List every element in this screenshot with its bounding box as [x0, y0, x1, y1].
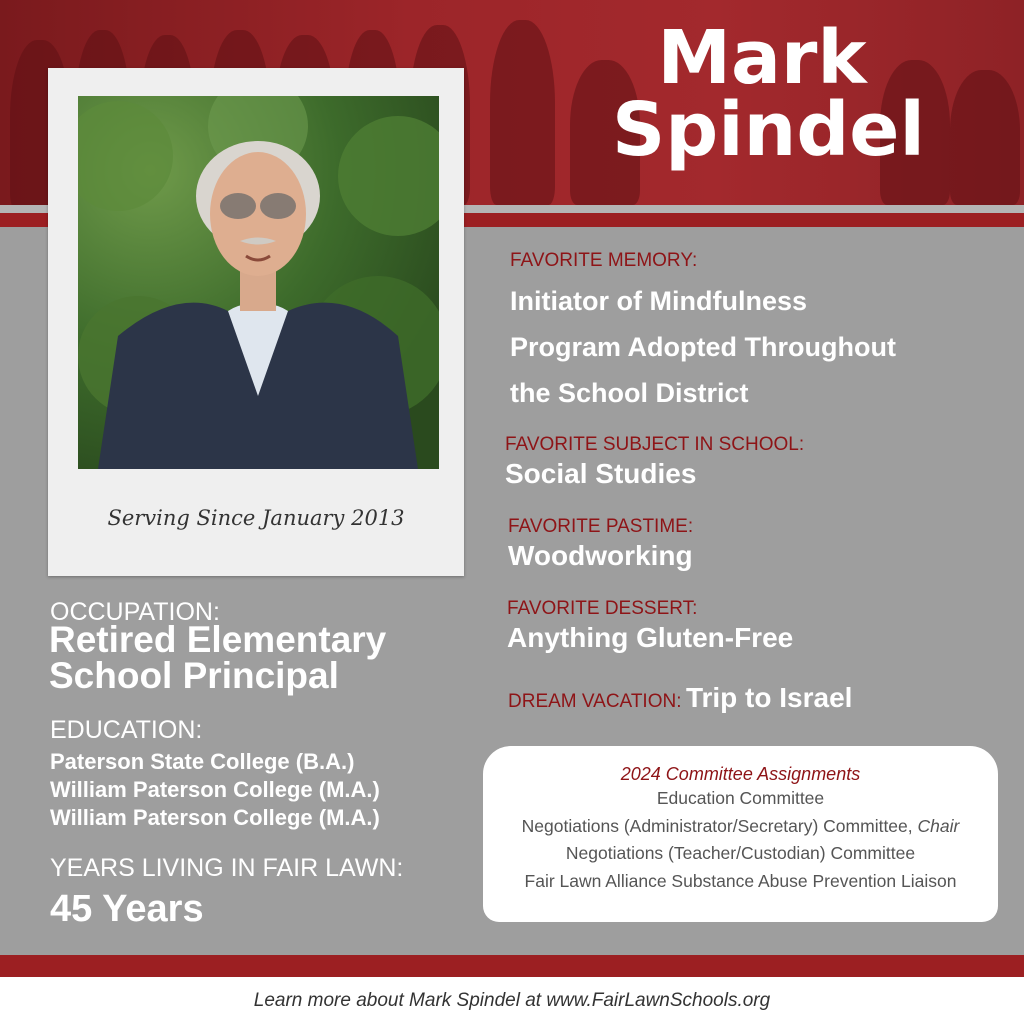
background-figure: [490, 20, 555, 205]
background-figure: [950, 70, 1020, 205]
committee-role: Chair: [917, 815, 960, 836]
dessert-label: FAVORITE DESSERT:: [507, 598, 698, 619]
vacation-value: Trip to Israel: [685, 682, 853, 713]
footer-text: Learn more about Mark Spindel at www.FairLawnSchools.org: [0, 977, 1024, 1024]
memory-line: Initiator of Mindfulness: [510, 286, 807, 316]
occupation-line: Retired Elementary: [49, 619, 387, 660]
divider: [0, 955, 1024, 977]
pastime-value: Woodworking: [508, 540, 693, 571]
portrait-frame: [48, 68, 464, 576]
education-list: [50, 748, 380, 832]
years-value: 45 Years: [50, 888, 204, 930]
occupation-value: [49, 619, 387, 696]
page-title: [612, 15, 925, 173]
memory-label: FAVORITE MEMORY:: [510, 250, 698, 271]
years-label: YEARS LIVING IN FAIR LAWN:: [50, 854, 404, 882]
dessert-value: Anything Gluten-Free: [507, 622, 794, 653]
committee-item: Negotiations (Teacher/Custodian) Committee: [565, 843, 916, 863]
education-item: William Paterson College (M.A.): [50, 777, 380, 802]
memory-line: Program Adopted Throughout: [510, 332, 896, 362]
memory-value: [510, 278, 980, 416]
name-first: Mark: [657, 15, 867, 101]
vacation-row: [508, 682, 852, 714]
occupation-line: School Principal: [49, 655, 339, 696]
pastime-label: FAVORITE PASTIME:: [508, 516, 694, 537]
committee-item: Education Committee: [656, 788, 825, 808]
memory-line: the School District: [510, 378, 749, 408]
portrait-illustration: [78, 96, 439, 469]
photo-caption: Serving Since January 2013: [107, 506, 405, 530]
subject-value: Social Studies: [505, 458, 697, 489]
occupation-label: OCCUPATION:: [50, 598, 220, 626]
committee-title: 2024 Committee Assignments: [620, 764, 861, 784]
subject-label: FAVORITE SUBJECT IN SCHOOL:: [505, 434, 805, 455]
committee-box: [483, 746, 998, 922]
name-last: Spindel: [612, 87, 925, 173]
education-item: Paterson State College (B.A.): [50, 749, 355, 774]
education-item: William Paterson College (M.A.): [50, 805, 380, 830]
committee-item: Fair Lawn Alliance Substance Abuse Prevention Liaison: [524, 870, 957, 891]
committee-item: [483, 813, 998, 841]
portrait-photo: [78, 96, 439, 469]
vacation-label: DREAM VACATION:: [508, 691, 682, 712]
education-label: EDUCATION:: [50, 716, 203, 744]
committee-item-text: Negotiations (Administrator/Secretary) Committee,: [521, 815, 918, 836]
